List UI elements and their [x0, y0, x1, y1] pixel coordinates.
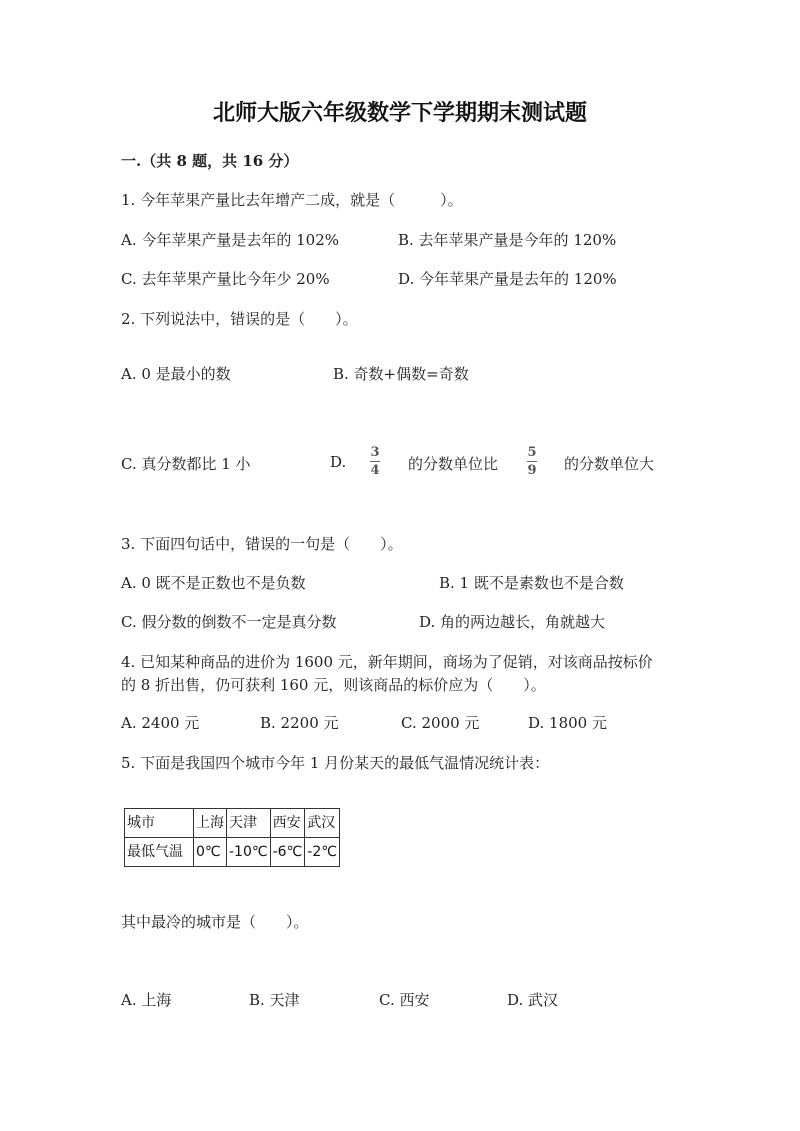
fraction-denominator: 9 — [527, 463, 537, 478]
question-2-option-c: C. 真分数都比 1 小 — [121, 455, 251, 473]
question-4-option-d: D. 1800 元 — [528, 714, 607, 732]
question-2-option-d-label: D. — [330, 453, 347, 471]
question-4-stem-line-2: 的 8 折出售，仍可获利 160 元，则该商品的标价应为（ ）。 — [121, 676, 546, 694]
section-heading: 一.（共 8 题，共 16 分） — [121, 152, 299, 170]
question-3-option-b: B. 1 既不是素数也不是合数 — [439, 574, 624, 592]
question-3-stem: 3. 下面四句话中，错误的一句是（ ）。 — [121, 535, 403, 553]
table-cell: 最低气温 — [125, 838, 194, 867]
question-5-option-c: C. 西安 — [379, 991, 430, 1009]
question-4-option-a: A. 2400 元 — [121, 714, 200, 732]
table-cell: 0℃ — [194, 838, 227, 867]
question-5-option-d: D. 武汉 — [507, 991, 559, 1009]
question-2-option-b: B. 奇数+偶数=奇数 — [333, 365, 469, 383]
question-2-stem: 2. 下列说法中，错误的是（ ）。 — [121, 310, 358, 328]
temperature-table — [124, 808, 340, 867]
question-5-question: 其中最冷的城市是（ ）。 — [121, 913, 309, 931]
table-cell: -6℃ — [270, 838, 305, 867]
question-1-option-d: D. 今年苹果产量是去年的 120% — [398, 270, 617, 288]
fraction-bar — [370, 461, 380, 462]
table-cell: 上海 — [194, 809, 227, 838]
question-3-option-a: A. 0 既不是正数也不是负数 — [121, 574, 306, 592]
question-2-option-d-middle: 的分数单位比 — [408, 455, 499, 473]
table-row — [125, 809, 340, 838]
question-4-option-c: C. 2000 元 — [401, 714, 480, 732]
question-1-option-a: A. 今年苹果产量是去年的 102% — [121, 231, 340, 249]
fraction-numerator: 3 — [370, 445, 380, 460]
question-5-stem: 5. 下面是我国四个城市今年 1 月份某天的最低气温情况统计表： — [121, 754, 550, 772]
question-1-option-b: B. 去年苹果产量是今年的 120% — [398, 231, 617, 249]
question-5-option-b: B. 天津 — [249, 991, 300, 1009]
table-cell: 天津 — [227, 809, 271, 838]
fraction-denominator: 4 — [370, 463, 380, 478]
question-2-option-d-end: 的分数单位大 — [564, 455, 655, 473]
question-4-stem-line-1: 4. 已知某种商品的进价为 1600 元，新年期间，商场为了促销，对该商品按标价 — [121, 653, 653, 671]
table-cell: 西安 — [270, 809, 305, 838]
fraction-three-quarters — [370, 446, 380, 477]
table-cell: 城市 — [125, 809, 194, 838]
question-3-option-d: D. 角的两边越长，角就越大 — [419, 613, 606, 631]
page-title: 北师大版六年级数学下学期期末测试题 — [212, 100, 587, 126]
table-cell: 武汉 — [305, 809, 340, 838]
question-1-stem: 1. 今年苹果产量比去年增产二成，就是（ ）。 — [121, 191, 463, 209]
question-3-option-c: C. 假分数的倒数不一定是真分数 — [121, 613, 337, 631]
table-row — [125, 838, 340, 867]
fraction-numerator: 5 — [527, 445, 537, 460]
table-cell: -10℃ — [227, 838, 271, 867]
fraction-five-ninths — [527, 446, 537, 477]
question-1-option-c: C. 去年苹果产量比今年少 20% — [121, 270, 330, 288]
fraction-bar — [527, 461, 537, 462]
question-4-option-b: B. 2200 元 — [260, 714, 339, 732]
question-5-option-a: A. 上海 — [121, 991, 172, 1009]
table-cell: -2℃ — [305, 838, 340, 867]
question-2-option-a: A. 0 是最小的数 — [121, 365, 231, 383]
